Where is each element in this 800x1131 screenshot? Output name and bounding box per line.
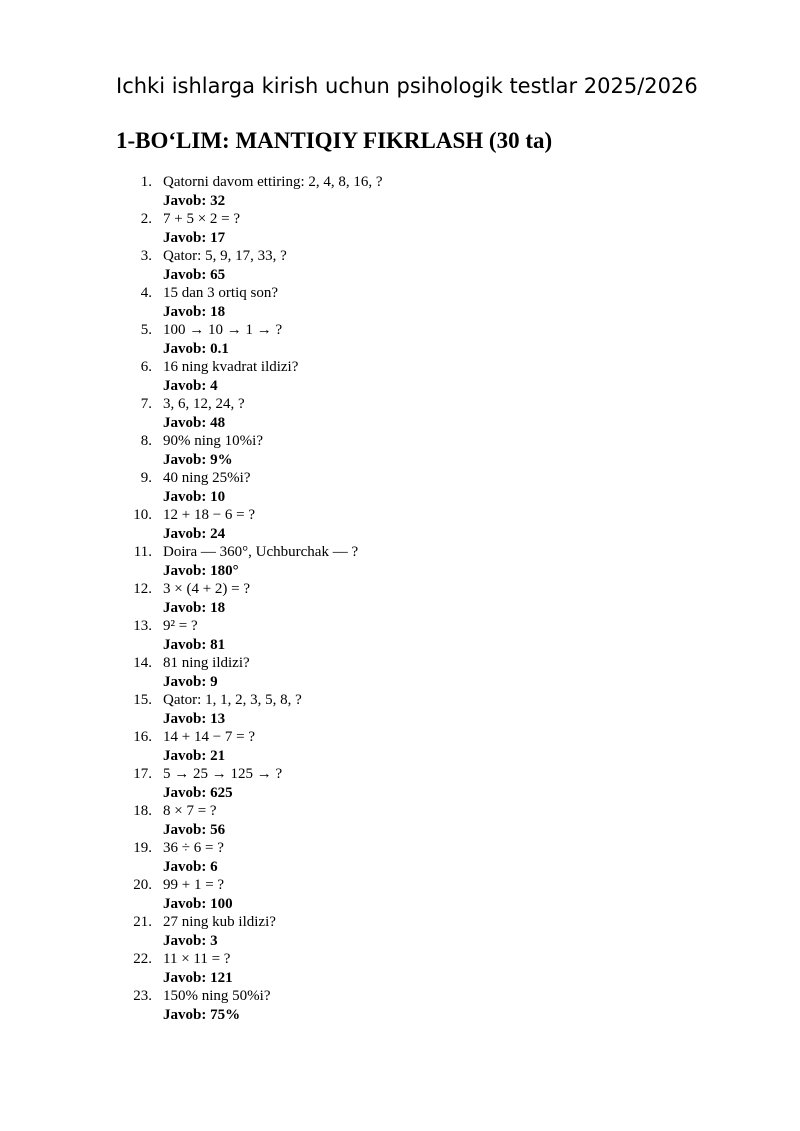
question-text: Qator: 5, 9, 17, 33, ? [163, 248, 287, 264]
answer-text: Javob: 9% [163, 451, 233, 468]
question-text: 12 + 18 − 6 = ? [163, 507, 256, 523]
question-number: 6. [140, 359, 152, 375]
answer-text: Javob: 9 [163, 673, 218, 690]
answer-text: Javob: 56 [163, 821, 226, 838]
answer-text: Javob: 17 [163, 229, 226, 246]
question-text: 81 ning ildizi? [163, 655, 250, 671]
answer-text: Javob: 180° [163, 562, 239, 579]
answer-text: Javob: 121 [163, 969, 233, 986]
question-text: 100 → 10 → 1 → ? [163, 322, 283, 338]
question-number: 7. [140, 396, 152, 412]
question-text: 15 dan 3 ortiq son? [163, 285, 278, 301]
answer-text: Javob: 4 [163, 377, 218, 394]
question-number: 8. [140, 433, 152, 449]
answer-text: Javob: 81 [163, 636, 226, 653]
question-text: 11 × 11 = ? [163, 951, 231, 967]
section-heading: 1-BO‘LIM: MANTIQIY FIKRLASH (30 ta) [116, 128, 553, 153]
question-text: Doira — 360°, Uchburchak — ? [163, 544, 359, 560]
question-text: Qator: 1, 1, 2, 3, 5, 8, ? [163, 692, 302, 708]
answer-text: Javob: 0.1 [163, 340, 229, 357]
question-number: 14. [133, 655, 152, 671]
question-number: 21. [133, 914, 152, 930]
question-text: 3, 6, 12, 24, ? [163, 396, 245, 412]
question-text: 9² = ? [163, 618, 198, 634]
answer-text: Javob: 21 [163, 747, 226, 764]
question-number: 5. [140, 322, 152, 338]
question-number: 17. [133, 766, 152, 782]
question-text: 90% ning 10%i? [163, 433, 263, 449]
question-number: 13. [133, 618, 152, 634]
question-number: 11. [133, 544, 152, 560]
answer-text: Javob: 24 [163, 525, 226, 542]
answer-text: Javob: 18 [163, 599, 226, 616]
question-text: 150% ning 50%i? [163, 988, 271, 1004]
question-number: 10. [133, 507, 152, 523]
question-text: 16 ning kvadrat ildizi? [163, 359, 299, 375]
document-title: Ichki ishlarga kirish uchun psihologik testlar 2025/2026 [116, 74, 698, 98]
question-number: 15. [133, 692, 152, 708]
question-number: 3. [140, 248, 152, 264]
answer-text: Javob: 100 [163, 895, 233, 912]
question-number: 23. [133, 988, 152, 1004]
answer-text: Javob: 18 [163, 303, 226, 320]
question-number: 18. [133, 803, 152, 819]
question-number: 4. [140, 285, 152, 301]
question-number: 2. [140, 211, 152, 227]
answer-text: Javob: 10 [163, 488, 226, 505]
question-number: 19. [133, 840, 152, 856]
question-text: 3 × (4 + 2) = ? [163, 581, 251, 597]
question-number: 20. [133, 877, 152, 893]
answer-text: Javob: 6 [163, 858, 218, 875]
question-text: 8 × 7 = ? [163, 803, 217, 819]
answer-text: Javob: 625 [163, 784, 233, 801]
answer-text: Javob: 75% [163, 1006, 241, 1023]
question-number: 1. [140, 174, 152, 190]
answer-text: Javob: 13 [163, 710, 226, 727]
answer-text: Javob: 32 [163, 192, 226, 209]
answer-text: Javob: 3 [163, 932, 218, 949]
question-text: Qatorni davom ettiring: 2, 4, 8, 16, ? [163, 174, 383, 190]
question-number: 16. [133, 729, 152, 745]
question-text: 14 + 14 − 7 = ? [163, 729, 256, 745]
question-text: 40 ning 25%i? [163, 470, 251, 486]
question-number: 22. [133, 951, 152, 967]
question-text: 7 + 5 × 2 = ? [163, 211, 241, 227]
answer-text: Javob: 65 [163, 266, 226, 283]
question-number: 12. [133, 581, 152, 597]
question-number: 9. [140, 470, 152, 486]
question-text: 36 ÷ 6 = ? [163, 840, 224, 856]
question-text: 27 ning kub ildizi? [163, 914, 276, 930]
answer-text: Javob: 48 [163, 414, 226, 431]
question-text: 99 + 1 = ? [163, 877, 225, 893]
question-text: 5 → 25 → 125 → ? [163, 766, 283, 782]
